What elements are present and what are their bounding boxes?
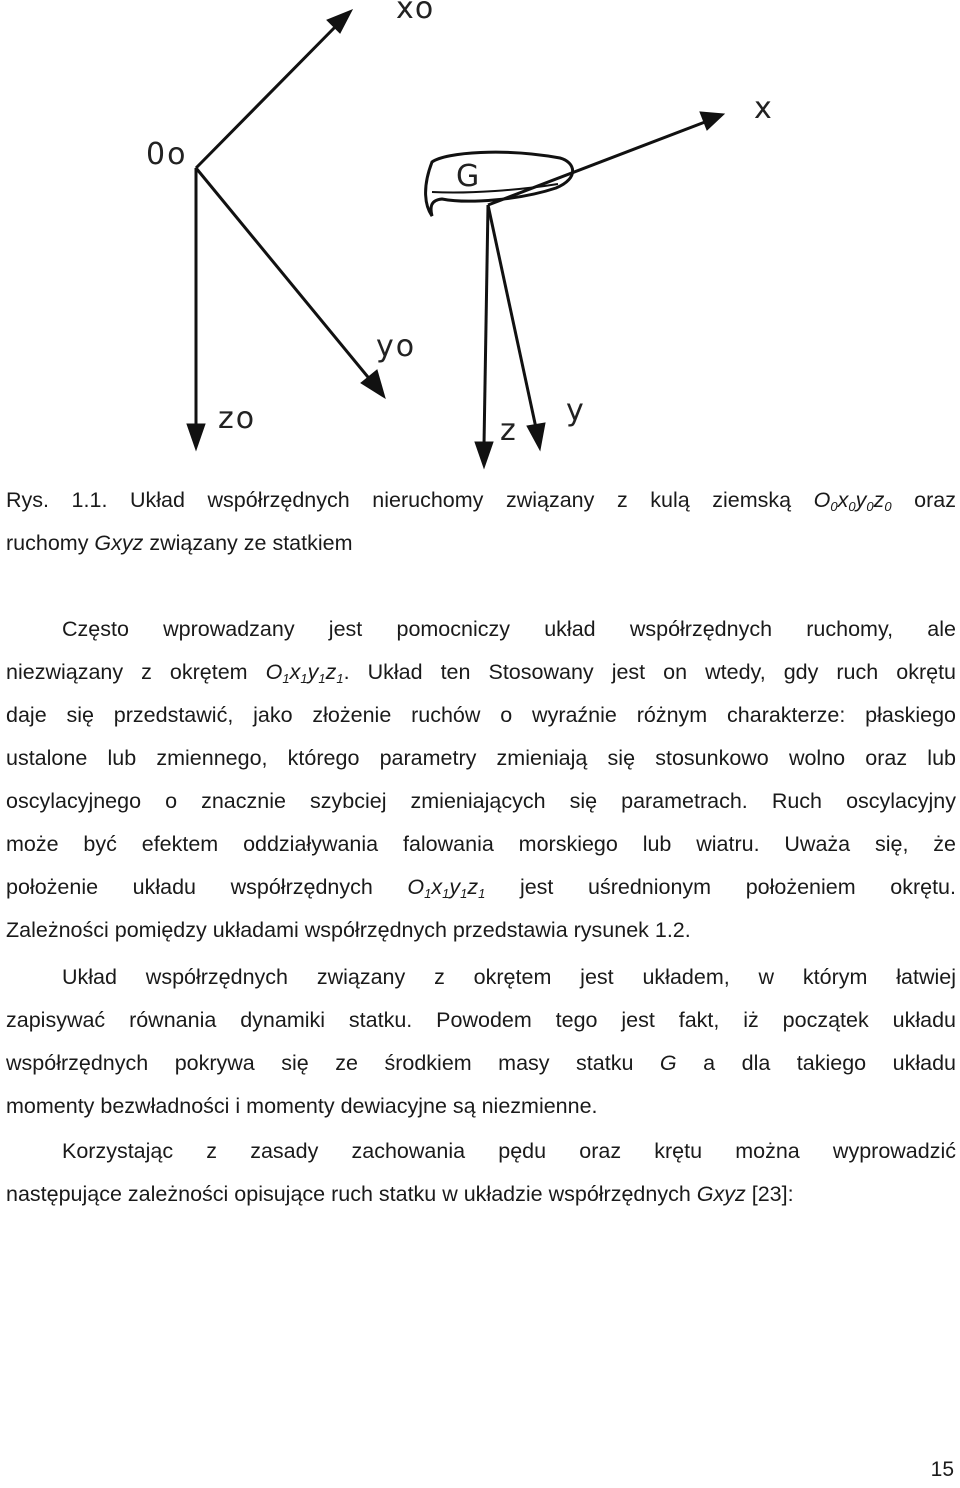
math-g: G (659, 1051, 677, 1075)
axis-zo-arrowhead (187, 424, 205, 450)
axis-z-line (484, 205, 488, 445)
axis-yo-line (196, 168, 372, 382)
label-x: x (754, 91, 774, 126)
caption-math-o0x0y0z0: $O_0x_0y_0z_0$ (813, 488, 892, 514)
figure-caption: Rys. 1.1. Układ współrzędnych nieruchomy związany z kulą ziemską $O_0x_0y_0z_0$ oraz ruchomy Gxyz związany ze statkiem (6, 488, 956, 555)
ship-hull (426, 152, 573, 216)
paragraph-3: Korzystając z zasady zachowania pędu oraz krętu można wyprowadzić następujące zależności opisujące ruch statku w układzie współrzędnych Gxyz [23]: (6, 1139, 956, 1206)
axis-z-arrowhead (475, 442, 493, 468)
math-o1x1y1z1: $O_1x_1y_1z_1$ (265, 660, 344, 686)
label-y: y (566, 393, 586, 428)
math-gxyz: Gxyz (696, 1182, 746, 1206)
label-zo: zo (218, 401, 257, 436)
axis-x-arrowhead (700, 112, 724, 130)
axis-y-line (488, 205, 536, 428)
axis-x-line (488, 122, 705, 205)
axis-xo-line (196, 22, 340, 168)
label-yo: yo (376, 329, 417, 364)
coordinate-systems-figure (0, 0, 960, 480)
paragraph-1: Często wprowadzany jest pomocniczy układ współrzędnych ruchomy, ale niezwiązany z okrętem $O_1x_1y_1z_1$. Układ ten Stosowany jest on wtedy, gdy ruch okrętu daje się przedstawić, jako złożenie ruchów o wyraźnie różnym charakterze: płaskiego ustalone lub zmiennego, którego parametry zmieniają się stosunkowo wolno oraz lub oscylacyjnego o znacznie szybciej zmieniających się parametrach. Ruch oscylacyjny może być efektem oddziaływania falowania morskiego lub wiatru. Uważa się, że położenie układu współrzędnych $O_1x_1y_1z_1$ jest uśrednionym położeniem okrętu. Zależności pomiędzy układami współrzędnych przedstawia rysunek 1.2. (6, 617, 957, 942)
label-g: G (456, 159, 480, 194)
page-number: 15 (930, 1458, 954, 1481)
caption-math-gxyz: Gxyz (94, 531, 144, 555)
axis-y-arrowhead (527, 423, 545, 450)
paragraph-2: Układ współrzędnych związany z okrętem jest układem, w którym łatwiej zapisywać równania dynamiki statku. Powodem tego jest fakt, iż początek układu współrzędnych pokrywa się ze środkiem masy statku G a dla takiego układu momenty bezwładności i momenty dewiacyjne są niezmienne. (6, 965, 956, 1118)
math-o1x1y1z1-second: $O_1x_1y_1z_1$ (407, 875, 486, 901)
label-z: z (500, 413, 518, 448)
label-origin-o0: 0o (146, 137, 188, 172)
label-xo: xo (396, 0, 436, 26)
